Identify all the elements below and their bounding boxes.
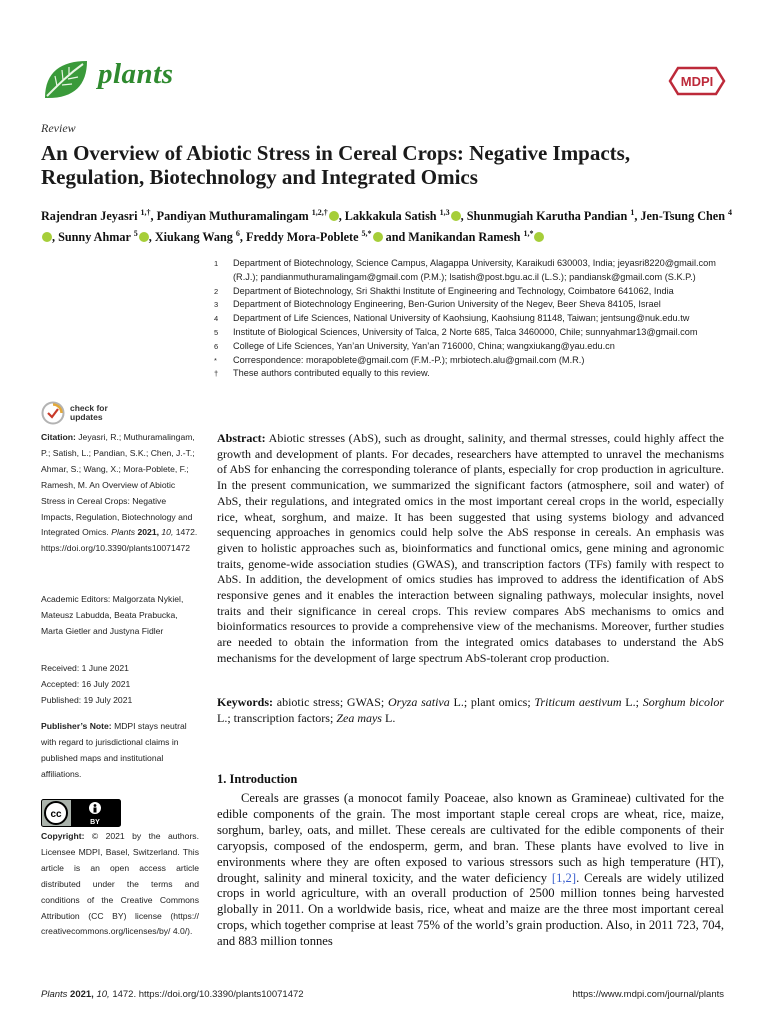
date-published: Published: 19 July 2021 xyxy=(41,694,133,705)
introduction-paragraph xyxy=(217,791,724,950)
copyright-text: © 2021 by the authors. Licensee MDPI, Basel, Switzerland. This article is an open access article distributed under the terms and conditions of the Creative Commons Attribution (CC BY) license (https:// creativecommons.org/licenses/by/ 4.0/). xyxy=(41,831,199,937)
affiliation-text: Institute of Biological Sciences, University of Talca, 2 Norte 685, Talca 3460000, Chile; sunnyahmar13@gmail.com xyxy=(233,326,698,337)
author-name: Jen-Tsung Chen xyxy=(640,209,729,224)
author-name: Pandiyan Muthuramalingam xyxy=(156,209,312,224)
keywords xyxy=(217,695,724,726)
orcid-icon[interactable] xyxy=(451,211,461,221)
orcid-icon[interactable] xyxy=(373,232,383,242)
orcid-icon[interactable] xyxy=(329,211,339,221)
date-accepted: Accepted: 16 July 2021 xyxy=(41,678,131,689)
affiliation-number: 6 xyxy=(214,341,219,351)
keyword: abiotic stress; xyxy=(276,695,344,709)
author-name: Rajendran Jeyasri xyxy=(41,209,141,224)
check-updates-icon xyxy=(41,401,65,425)
keyword: Oryza sativa xyxy=(388,695,450,709)
svg-text:cc: cc xyxy=(50,809,62,820)
copyright-block xyxy=(41,829,199,940)
publisher-note-text: MDPI stays neutral with regard to jurisdictional claims in published maps and institutional affiliations. xyxy=(41,721,187,779)
check-updates-line1: check for xyxy=(70,403,108,413)
author-affiliation-marker: 4 xyxy=(728,208,733,217)
affiliation-number: 4 xyxy=(214,314,219,324)
publisher-logo-text: MDPI xyxy=(680,74,714,89)
affiliation-number: 1 xyxy=(214,259,219,268)
keyword: transcription factors; xyxy=(233,710,334,725)
affiliation-item xyxy=(214,354,734,368)
citation-block xyxy=(41,430,199,557)
affiliation-item xyxy=(214,326,734,340)
affiliation-text: College of Life Sciences, Yan’an University, Yan’an 716000, China; wangxiukang@yau.edu.cn xyxy=(233,340,615,351)
abstract xyxy=(217,431,724,667)
citation-journal: Plants xyxy=(111,527,136,538)
page-title: An Overview of Abiotic Stress in Cereal Crops: Negative Impacts, Regulation, Biotechnology and Integrated Omics xyxy=(41,141,631,189)
affiliation-item xyxy=(214,257,734,285)
check-for-updates-badge[interactable] xyxy=(41,401,108,425)
keyword: Triticum aestivum xyxy=(534,695,622,709)
footer-journal-url[interactable]: https://www.mdpi.com/journal/plants xyxy=(572,989,724,1000)
author-affiliation-marker: 1 xyxy=(630,208,635,217)
footer-journal: Plants xyxy=(41,989,68,1000)
affiliation-number: † xyxy=(214,369,219,379)
keyword: plant omics; xyxy=(470,695,531,709)
affiliations xyxy=(214,257,734,381)
check-updates-line2: updates xyxy=(70,412,103,422)
affiliation-text: These authors contributed equally to this review. xyxy=(233,368,430,379)
affiliation-text: Department of Life Sciences, National University of Kaohsiung, Kaohsiung 81148, Taiwan; jentsung@nuk.edu.tw xyxy=(233,313,690,324)
affiliation-number: 5 xyxy=(214,327,219,337)
keyword: L.; xyxy=(217,710,231,725)
mdpi-logo-icon xyxy=(668,66,726,96)
affiliation-text: Department of Biotechnology, Science Campus, Alagappa University, Karaikudi 630003, India; jeyasri8220@gmail.com (R.J.); pandianmuthuramalingam@gmail.com (P.M.); lsatish@post.bgu.ac.il (L.S.); pandiansk@gmail.com (S.K.P.) xyxy=(233,258,716,282)
author-list: Rajendran Jeyasri $^{1,\dagger}$, Pandiyan Muthuramalingam $^{1,2,\dagger}$ , Lakkakula Satish $^{1,3}$ , Shunmugiah Karutha Pandian $^1$, Jen-Tsung Chen $^4$, Sunny Ahmar $^5$ , Xiukang Wang $^6$, Freddy Mora-Poblete $^{5,*}$ and Manikandan Ramesh $^{1,*}$ xyxy=(41,208,733,245)
citation-text: Jeyasri, R.; Muthuramalingam, P.; Satish, L.; Pandian, S.K.; Chen, J.-T.; Ahmar, S.; Wang, X.; Mora-Poblete, F.; Ramesh, M. An Overview of Abiotic Stress in Cereal Crops: Negative Impacts, Regulation, Biotechnology and Integrated Omics. xyxy=(41,432,195,538)
author-affiliation-marker: 1,* xyxy=(523,229,534,239)
intro-text-part1: Cereals are grasses (a monocot family Poaceae, also known as Gramineae) cultivated for the edible components of the grain. The most important staple cereal crops are wheat, rice, maize, sorghum, barley, oats, and millet. These cereals are cultivated for the edible components of their caryopsis, composed of the endosperm, germ, and bran. These plants have evolved to live in environments where they are often exposed to various stressors such as high temperature (HT), drought, salinity and mineral toxicity, and the water deficiency xyxy=(217,791,724,885)
footer-year: 2021, xyxy=(70,989,94,1000)
citation-doi[interactable]: 1472. https://doi.org/10.3390/plants10071472 xyxy=(41,527,198,554)
citation-volume: 10, xyxy=(161,527,174,538)
abstract-text: Abiotic stresses (AbS), such as drought, salinity, and thermal stresses, could highly affect the growth and development of plants. For decades, researchers have attempted to unravel the mechanisms of AbS for enhancing the corresponding tolerance of plants, especially for crop production in agriculture. In the present communication, we summarized the significant factors (atmosphere, soil and water) of AbS, their regulations, and integrated omics in the most important cereal crops in the world, especially rice, wheat, sorghum, and maize. It has been suggested that using systems biology and advanced sequencing approaches in genomics could help solve the AbS response in cereals. An emphasis was given to holistic approaches such as, bioinformatics and functional omics, gene mining and agronomic traits, genome-wide association studies (GWAS), and transcription factors (TFs) family with respect to AbS. In addition, the development of omics studies has improved to address the identification of AbS responsive genes and it enables the interaction between signaling pathways, molecular insights, novel traits and their significance in cereal crops. This review compares AbS mechanisms to omics and bioinformatics resources to provide a comprehensive view of the mechanisms. Moreover, further studies are needed to obtain the information from the integrated omics databases to understand the AbS mechanisms for the development of large spectrum AbS-tolerant crop production. xyxy=(217,431,724,665)
affiliation-item xyxy=(214,298,734,312)
author-name: Lakkakula Satish xyxy=(344,209,440,224)
author-name: Sunny Ahmar xyxy=(58,230,134,245)
author-affiliation-marker: 5,* xyxy=(361,229,372,239)
plants-leaf-logo-icon xyxy=(41,58,91,102)
author-name: Freddy Mora-Poblete xyxy=(246,230,362,245)
affiliation-item xyxy=(214,367,734,381)
affiliation-item xyxy=(214,340,734,354)
orcid-icon[interactable] xyxy=(534,232,544,242)
author-affiliation-marker: 1,3 xyxy=(439,208,450,217)
copyright-label: Copyright: xyxy=(41,831,85,841)
reference-link[interactable]: [1,2] xyxy=(551,870,577,885)
affiliation-text: Correspondence: morapoblete@gmail.com (F.M.-P.); mrbiotech.alu@gmail.com (M.R.) xyxy=(233,354,585,365)
date-received: Received: 1 June 2021 xyxy=(41,663,129,673)
intro-text-part2: . Cereals are widely utilized crops in world agriculture, with an overall production of 2500 million tonnes being harvested globally in 2011. On a worldwide basis, rice, wheat and maize are the three most important cereal crops, which together comprise at least 75% of the world’s grain production. Also, in 2011 723, 704, and 883 million tonnes xyxy=(217,870,724,949)
author-name: Shunmugiah Karutha Pandian xyxy=(466,209,631,224)
keyword: L.; xyxy=(453,695,468,709)
footer-volume: 10, xyxy=(96,989,110,1000)
keywords-label: Keywords: xyxy=(217,695,273,709)
affiliation-number: 3 xyxy=(214,300,219,310)
affiliation-item xyxy=(214,312,734,326)
author-affiliation-marker: 1,2,† xyxy=(311,208,328,217)
keyword: Sorghum bicolor xyxy=(642,695,724,709)
keyword: Zea mays xyxy=(336,710,382,725)
section-heading-introduction: 1. Introduction xyxy=(217,772,298,786)
article-type: Review xyxy=(41,121,76,135)
creative-commons-by-icon[interactable] xyxy=(41,799,121,827)
affiliation-item xyxy=(214,285,734,299)
publisher-note xyxy=(41,719,199,783)
keyword: GWAS; xyxy=(346,695,385,709)
citation-year: 2021, xyxy=(137,527,160,538)
keyword: L.; xyxy=(625,695,639,709)
author-affiliation-marker: 6 xyxy=(235,229,240,239)
publisher-note-label: Publisher’s Note: xyxy=(41,721,112,731)
journal-name: plants xyxy=(98,58,174,90)
orcid-icon[interactable] xyxy=(139,232,149,242)
footer-doi[interactable]: 1472. https://doi.org/10.3390/plants10071472 xyxy=(112,989,304,1000)
affiliation-text: Department of Biotechnology, Sri Shakthi Institute of Engineering and Technology, Coimbatore 641062, India xyxy=(233,285,674,296)
author-affiliation-marker: 1,† xyxy=(140,208,151,217)
citation-label: Citation: xyxy=(41,432,76,442)
abstract-label: Abstract: xyxy=(217,431,266,445)
author-affiliation-marker: 5 xyxy=(133,229,138,239)
author-name: Manikandan Ramesh xyxy=(408,230,524,245)
affiliation-number: * xyxy=(214,355,217,365)
page-footer xyxy=(41,989,724,1000)
footer-citation xyxy=(41,989,304,1000)
keyword: L. xyxy=(384,710,396,725)
dates-block xyxy=(41,661,199,709)
svg-text:BY: BY xyxy=(90,819,100,826)
affiliation-number: 2 xyxy=(214,286,219,296)
orcid-icon[interactable] xyxy=(42,232,52,242)
affiliation-text: Department of Biotechnology Engineering, Ben-Gurion University of the Negev, Beer Sheva 84105, Israel xyxy=(233,299,661,310)
academic-editors: Academic Editors: Malgorzata Nykiel, Mateusz Labudda, Beata Prabucka, Marta Gietler and Justyna Fidler xyxy=(41,594,184,636)
author-name: Xiukang Wang xyxy=(154,230,236,245)
